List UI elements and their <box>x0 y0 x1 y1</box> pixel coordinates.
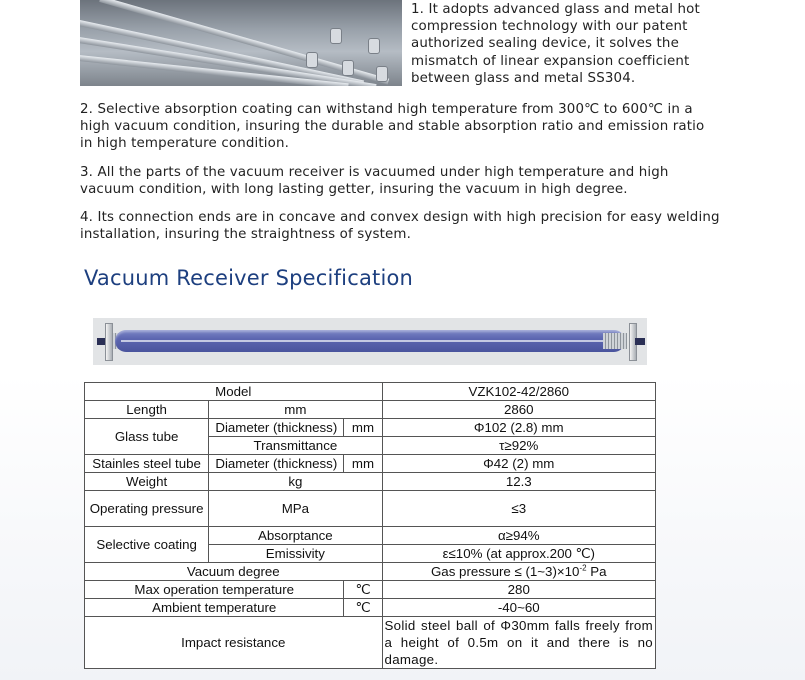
vacuum-value-exponent: -2 <box>579 563 587 573</box>
steel-diameter-value: Φ42 (2) mm <box>382 455 655 473</box>
table-row <box>85 455 656 473</box>
table-row <box>85 491 656 527</box>
table-row <box>85 581 656 599</box>
emissivity-value: ε≤10% (at approx.200 ℃) <box>382 545 655 563</box>
max-temp-value: 280 <box>382 581 655 599</box>
pressure-unit: MPa <box>209 491 382 527</box>
glass-tube-label: Glass tube <box>85 419 209 455</box>
glass-diameter-label: Diameter (thickness) <box>209 419 344 437</box>
impact-label: Impact resistance <box>85 617 383 669</box>
model-value: VZK102-42/2860 <box>382 383 655 401</box>
transmittance-label: Transmittance <box>209 437 382 455</box>
absorptance-label: Absorptance <box>209 527 382 545</box>
steel-tube-label: Stainles steel tube <box>85 455 209 473</box>
impact-value: Solid steel ball of Φ30mm falls freely from a height of 0.5m on it and there is no damage. <box>382 617 655 669</box>
section-title: Vacuum Receiver Specification <box>84 266 414 290</box>
vacuum-label: Vacuum degree <box>85 563 383 581</box>
steel-diameter-label: Diameter (thickness) <box>209 455 344 473</box>
intro-point-3: 3. All the parts of the vacuum receiver is vacuumed under high temperature and high vacuum condition, with long lasting getter, insuring the vacuum in high degree. <box>80 165 669 198</box>
table-row <box>85 563 656 581</box>
table-row <box>85 473 656 491</box>
max-temp-unit: ℃ <box>344 581 382 599</box>
ambient-unit: ℃ <box>344 599 382 617</box>
glass-diameter-value: Φ102 (2.8) mm <box>382 419 655 437</box>
glass-diameter-unit: mm <box>344 419 382 437</box>
steel-diameter-unit: mm <box>344 455 382 473</box>
pressure-label: Operating pressure <box>85 491 209 527</box>
vacuum-value <box>382 563 655 581</box>
length-unit: mm <box>209 401 382 419</box>
pressure-value: ≤3 <box>382 491 655 527</box>
emissivity-label: Emissivity <box>209 545 382 563</box>
product-photo <box>80 0 402 86</box>
intro-point-4: 4. Its connection ends are in concave and convex design with high precision for easy welding installation, insuring the straightness of system. <box>80 210 720 243</box>
length-value: 2860 <box>382 401 655 419</box>
vacuum-receiver-illustration <box>93 318 647 365</box>
weight-value: 12.3 <box>382 473 655 491</box>
transmittance-value: τ≥92% <box>382 437 655 455</box>
coating-label: Selective coating <box>85 527 209 563</box>
ambient-value: -40~60 <box>382 599 655 617</box>
spec-table <box>84 382 656 669</box>
weight-label: Weight <box>85 473 209 491</box>
table-row <box>85 617 656 669</box>
weight-unit: kg <box>209 473 382 491</box>
length-label: Length <box>85 401 209 419</box>
table-row <box>85 527 656 545</box>
absorptance-value: α≥94% <box>382 527 655 545</box>
max-temp-label: Max operation temperature <box>85 581 344 599</box>
table-row <box>85 419 656 437</box>
intro-point-2: 2. Selective absorption coating can withstand high temperature from 300℃ to 600℃ in a high vacuum condition, insuring the durable and stable absorption ratio and emission ratio in high temperature condition. <box>80 102 705 152</box>
model-label: Model <box>85 383 383 401</box>
table-row <box>85 401 656 419</box>
table-row <box>85 383 656 401</box>
table-row <box>85 599 656 617</box>
vacuum-value-unit: Pa <box>586 564 607 579</box>
ambient-label: Ambient temperature <box>85 599 344 617</box>
vacuum-value-main: Gas pressure ≤ (1~3)×10 <box>430 564 580 579</box>
intro-point-1: 1. It adopts advanced glass and metal hot compression technology with our patent authorized sealing device, it solves the mismatch of linear expansion coefficient between glass and metal SS304. <box>411 2 700 86</box>
